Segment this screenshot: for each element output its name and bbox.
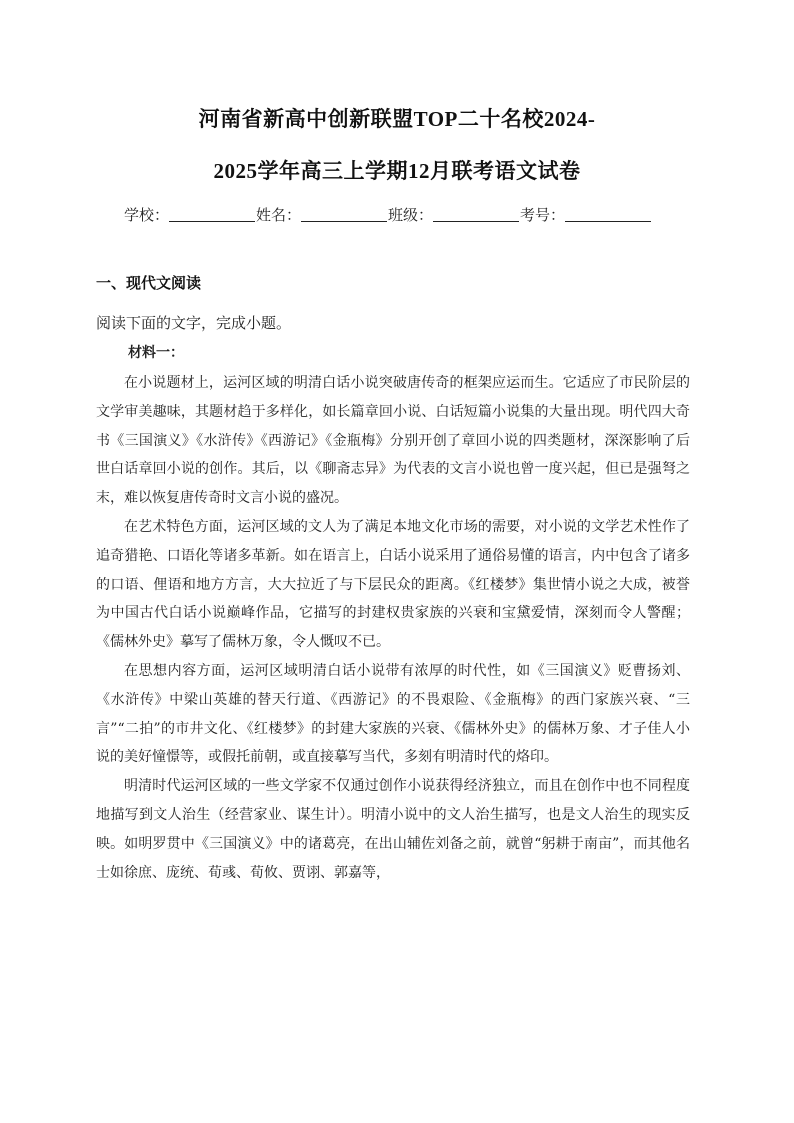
class-blank (433, 207, 519, 222)
school-label: 学校： (124, 206, 170, 224)
paragraph: 在小说题材上，运河区域的明清白话小说突破唐传奇的框架应运而生。它适应了市民阶层的文学审美趣味，其题材趋于多样化，如长篇章回小说、白话短篇小说集的大量出现。明代四大奇书《三国演义》《水浒传》《西游记》《金瓶梅》分别开创了章回小说的四类题材，深深影响了后世白话章回小说的创作。其后，以《聊斋志异》为代表的文言小说也曾一度兴起，但已是强弩之末，难以恢复唐传奇时文言小说的盛况。 (96, 375, 690, 507)
passage-body (96, 369, 690, 887)
student-info-row (124, 204, 684, 225)
document-title-line-1: 河南省新高中创新联盟TOP二十名校2024- (198, 107, 596, 131)
document-title-line-2: 2025学年高三上学期12月联考语文试卷 (213, 159, 581, 183)
paragraph: 明清时代运河区域的一些文学家不仅通过创作小说获得经济独立，而且在创作中也不同程度地描写到文人治生（经营家业、谋生计）。明清小说中的文人治生描写，也是文人治生的现实反映。如明罗贯中《三国演义》中的诸葛亮，在出山辅佐刘备之前，就曾“躬耕于南亩”，而其他名士如徐庶、庞统、荀彧、荀攸、贾诩、郭嘉等， (96, 778, 690, 881)
section-instruction: 阅读下面的文字，完成小题。 (96, 314, 292, 332)
name-blank (301, 207, 387, 222)
paragraph: 在思想内容方面，运河区域明清白话小说带有浓厚的时代性，如《三国演义》贬曹扬刘、《水浒传》中梁山英雄的替天行道、《西游记》的不畏艰险、《金瓶梅》的西门家族兴衰、“三言”“二拍”的市井文化、《红楼梦》的封建大家族的兴衰、《儒林外史》的儒林万象、才子佳人小说的美好憧憬等，或假托前朝，或直接摹写当代，多刻有明清时代的烙印。 (96, 662, 690, 766)
paragraph: 在艺术特色方面，运河区域的文人为了满足本地文化市场的需要，对小说的文学艺术性作了追奇猎艳、口语化等诸多革新。如在语言上，白话小说采用了通俗易懂的语言，内中包含了诸多的口语、俚语和地方方言，大大拉近了与下层民众的距离。《红楼梦》集世情小说之大成，被誉为中国古代白话小说巅峰作品，它描写的封建权贵家族的兴衰和宝黛爱情，深刻而令人警醒；《儒林外史》摹写了儒林万象，令人慨叹不已。 (96, 518, 690, 651)
name-label: 姓名： (256, 206, 302, 224)
class-label: 班级： (388, 206, 434, 224)
section-heading: 一、现代文阅读 (96, 274, 202, 292)
exam-number-blank (565, 207, 651, 222)
material-label: 材料一： (128, 345, 184, 361)
exam-number-label: 考号： (520, 206, 566, 224)
school-blank (169, 207, 255, 222)
